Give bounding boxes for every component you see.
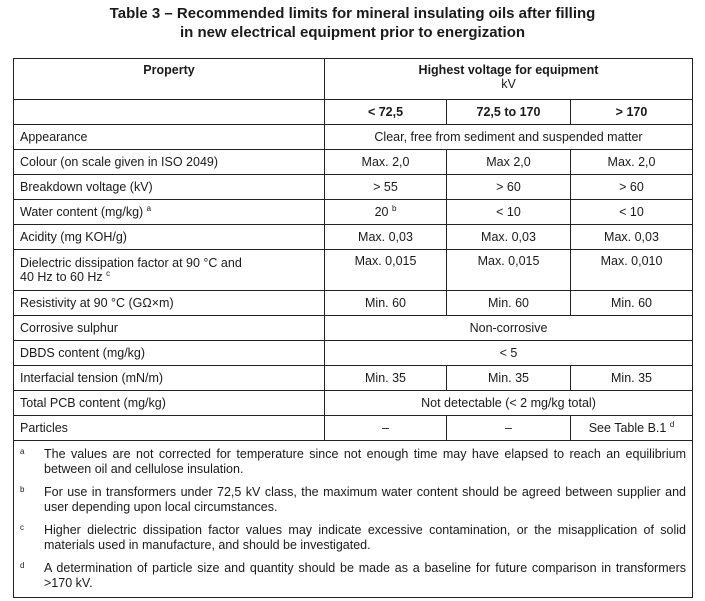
footnote-text: A determination of particle size and quantity should be made as a baseline for future comparison in transformers >170 kV.: [44, 561, 686, 590]
value-cell: Max. 0,015: [447, 250, 571, 291]
value-cell: Max 2,0: [447, 150, 571, 175]
footnote: [20, 523, 686, 553]
value-cell: Min. 35: [571, 366, 693, 391]
footnote-mark: b: [20, 485, 25, 494]
table-row: [14, 341, 693, 366]
value-cell: > 60: [571, 175, 693, 200]
caption-line-2: in new electrical equipment prior to energization: [179, 24, 526, 41]
footnote-ref: a: [146, 203, 152, 213]
property-cell: Acidity (mg KOH/g): [14, 225, 325, 250]
property-cell: Breakdown voltage (kV): [14, 175, 325, 200]
table-row: [14, 225, 693, 250]
value-text: See Table B.1: [588, 421, 667, 435]
value-cell: Max. 2,0: [571, 150, 693, 175]
property-cell: Appearance: [14, 125, 325, 150]
value-cell: [325, 200, 447, 225]
footnotes-cell: [14, 441, 693, 598]
table-row: [14, 175, 693, 200]
property-cell: Interfacial tension (mN/m): [14, 366, 325, 391]
footnote-mark: d: [20, 561, 25, 570]
footnote-text: For use in transformers under 72,5 kV class, the maximum water content should be agreed between supplier and user depending upon local circumstances.: [44, 485, 686, 514]
value-cell: Max. 2,0: [325, 150, 447, 175]
footnote-text: The values are not corrected for temperature since not enough time may have elapsed to reach an equilibrium between oil and cellulose insulation.: [44, 447, 686, 476]
table-row: [14, 366, 693, 391]
footnotes-row: [14, 441, 693, 598]
table-row: [14, 291, 693, 316]
header-col-1: < 72,5: [325, 100, 447, 125]
table-row: [14, 125, 693, 150]
footnote: [20, 447, 686, 477]
header-row-1: [14, 59, 693, 100]
value-cell: Min. 35: [447, 366, 571, 391]
footnote-ref: b: [391, 203, 397, 213]
property-text: 40 Hz to 60 Hz: [20, 270, 103, 284]
value-cell: Max. 0,010: [571, 250, 693, 291]
property-cell: [14, 250, 325, 291]
property-text-line-1: Dielectric dissipation factor at 90 °C and: [20, 256, 242, 270]
value-text: 20: [374, 205, 389, 219]
value-cell: > 55: [325, 175, 447, 200]
value-cell: Min. 60: [447, 291, 571, 316]
property-cell: DBDS content (mg/kg): [14, 341, 325, 366]
header-group-title: Highest voltage for equipment: [418, 63, 599, 77]
limits-table: [13, 58, 693, 598]
table-row: [14, 316, 693, 341]
property-cell: Corrosive sulphur: [14, 316, 325, 341]
merged-value-cell: Clear, free from sediment and suspended matter: [325, 125, 693, 150]
table-row: [14, 150, 693, 175]
property-text-line-2: [20, 270, 318, 284]
footnote-mark: c: [20, 523, 24, 532]
value-cell: < 10: [447, 200, 571, 225]
footnote: [20, 485, 686, 515]
property-cell: Total PCB content (mg/kg): [14, 391, 325, 416]
table-caption: [0, 4, 705, 42]
merged-value-cell: Not detectable (< 2 mg/kg total): [325, 391, 693, 416]
property-cell: Particles: [14, 416, 325, 441]
value-cell: Min. 60: [571, 291, 693, 316]
value-cell: Max. 0,03: [447, 225, 571, 250]
value-cell: –: [447, 416, 571, 441]
header-voltage-group: [325, 59, 693, 100]
footnote-ref: d: [669, 419, 675, 429]
header-blank-cell: [14, 100, 325, 125]
header-property: Property: [14, 59, 325, 100]
property-cell: Resistivity at 90 °C (GΩ×m): [14, 291, 325, 316]
header-row-2: [14, 100, 693, 125]
table-row: [14, 250, 693, 291]
footnote: [20, 561, 686, 591]
property-cell: [14, 200, 325, 225]
merged-value-cell: < 5: [325, 341, 693, 366]
value-cell: Max. 0,03: [325, 225, 447, 250]
footnote-mark: a: [20, 447, 25, 456]
value-cell: [571, 416, 693, 441]
value-cell: Max. 0,03: [571, 225, 693, 250]
table-row: [14, 416, 693, 441]
value-cell: Min. 60: [325, 291, 447, 316]
property-text: Water content (mg/kg): [20, 205, 144, 219]
property-cell: Colour (on scale given in ISO 2049): [14, 150, 325, 175]
value-cell: > 60: [447, 175, 571, 200]
table-row: [14, 200, 693, 225]
value-cell: < 10: [571, 200, 693, 225]
header-group-unit: kV: [501, 77, 516, 91]
value-cell: Min. 35: [325, 366, 447, 391]
table-row: [14, 391, 693, 416]
footnote-text: Higher dielectric dissipation factor values may indicate excessive contamination, or the misapplication of solid materials used in manufacture, and should be investigated.: [44, 523, 686, 552]
value-cell: –: [325, 416, 447, 441]
footnote-ref: c: [106, 268, 111, 278]
caption-line-1: Table 3 – Recommended limits for mineral insulating oils after filling: [109, 5, 596, 22]
header-col-2: 72,5 to 170: [447, 100, 571, 125]
header-col-3: > 170: [571, 100, 693, 125]
value-cell: Max. 0,015: [325, 250, 447, 291]
merged-value-cell: Non-corrosive: [325, 316, 693, 341]
